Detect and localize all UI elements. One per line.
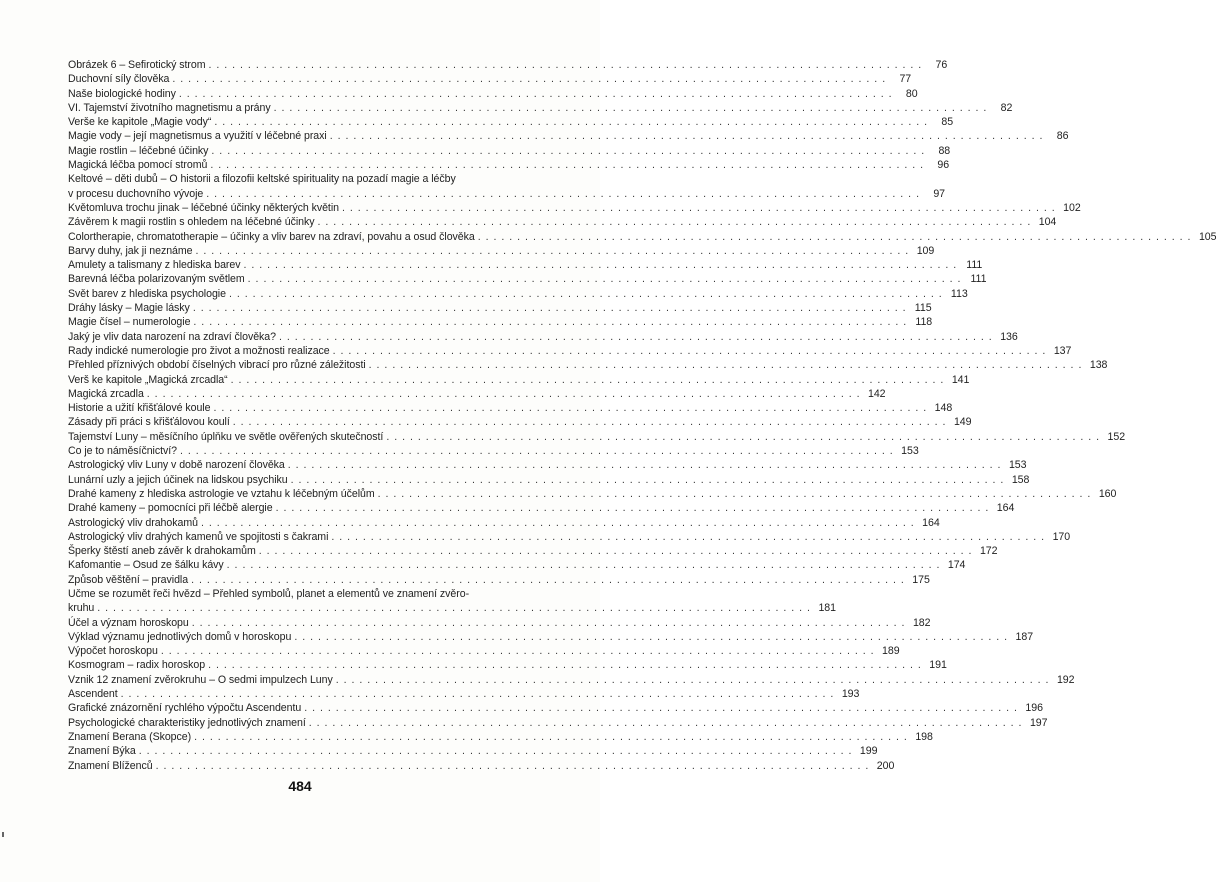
toc-entry-page: 181: [818, 602, 836, 615]
dot-leader: [94, 601, 810, 615]
toc-entry-title: Co je to náměsíčnictví?: [68, 445, 177, 458]
toc-entry: [68, 72, 912, 86]
toc-entry-title: Výpočet horoskopu: [68, 645, 158, 658]
toc-entry-title: Obrázek 6 – Sefirotický strom: [68, 59, 206, 71]
dot-leader: [241, 258, 957, 272]
toc-entry-page: 76: [935, 59, 948, 71]
toc-entry: [68, 373, 970, 387]
toc-entry-title: Magie vody – její magnetismus a využití v léčebné praxi: [68, 130, 327, 143]
toc-entry: [68, 244, 935, 258]
toc-entry-page: 199: [859, 745, 878, 758]
dot-leader: [301, 701, 1017, 715]
dot-leader: [224, 558, 940, 572]
toc-entry-page: 182: [912, 616, 931, 629]
toc-entry-page: 137: [1053, 344, 1072, 357]
toc-entry-title: Znamení Býka: [68, 745, 136, 758]
dot-leader: [226, 287, 942, 301]
toc-entry: [68, 358, 1108, 372]
toc-entry-title: Drahé kameny z hlediska astrologie ve vztahu k léčebným účelům: [68, 487, 375, 500]
toc-entry-title: Astrologický vliv Luny v době narození člověka: [68, 459, 285, 472]
dot-leader: [339, 201, 1055, 215]
toc-entry: [68, 587, 836, 616]
toc-entry-page: 105: [1198, 230, 1216, 243]
toc-entry-title: Učme se rozumět řeči hvězd – Přehled symbolů, planet a elementů ve znamení zvěro-: [68, 587, 470, 600]
toc-entry: [68, 415, 972, 429]
toc-entry-title: Znamení Berana (Skopce): [68, 730, 192, 743]
toc-entry: [68, 730, 933, 744]
toc-entry-page: 200: [876, 759, 895, 772]
toc-entry-page: 142: [868, 387, 886, 400]
toc-entry: [68, 430, 1126, 444]
toc-entry-title: Grafické znázornění rychlého výpočtu Ascendentu: [68, 702, 302, 715]
toc-entry-title-continued: v procesu duchovního vývoje: [68, 187, 204, 200]
toc-entry-title: Výklad významu jednotlivých domů v horoskopu: [68, 630, 292, 643]
dot-leader: [228, 373, 944, 387]
dot-leader: [190, 315, 906, 329]
toc-entry-title: Kosmogram – radix horoskop: [68, 659, 206, 672]
toc-entry-title: Psychologické charakteristiky jednotlivých znamení: [68, 716, 306, 729]
toc-entry-page: 80: [905, 87, 918, 100]
toc-entry: [68, 444, 919, 458]
dot-leader: [256, 544, 972, 558]
dot-leader: [208, 144, 924, 158]
toc-entry-title: Barvy duhy, jak ji neznáme: [68, 244, 193, 257]
toc-entry-page: 152: [1107, 430, 1126, 443]
dot-leader: [210, 401, 926, 415]
toc-entry-title: Astrologický vliv drahých kamenů ve spojitosti s čakrami: [68, 530, 329, 543]
toc-entry-page: 149: [953, 416, 972, 429]
toc-entry: [68, 144, 951, 158]
toc-entry: [68, 759, 895, 773]
toc-entry-page: 148: [934, 402, 953, 415]
toc-entry: [68, 315, 933, 329]
toc-entry-title: Přehled příznivých období číselných vibrací pro různé záležitosti: [68, 359, 366, 372]
toc-entry-title-continued: kruhu: [68, 602, 95, 615]
toc-entry-page: 77: [899, 73, 912, 86]
toc-entry-page: 158: [1011, 473, 1030, 486]
toc-entry-page: 113: [950, 287, 968, 300]
toc-entry-page: 102: [1063, 201, 1081, 214]
dot-leader: [306, 716, 1022, 730]
dot-leader: [271, 101, 987, 115]
toc-entry-title: Verše ke kapitole „Magie vody“: [68, 116, 212, 129]
toc-entry-title: Způsob věštění – pravidla: [68, 573, 189, 586]
dot-leader: [285, 458, 1001, 472]
toc-entry-title: Drahé kameny – pomocníci při léčbě alergie: [68, 502, 273, 515]
toc-entry-page: 198: [915, 730, 933, 743]
toc-entry-page: 96: [937, 159, 950, 172]
toc-entry: [68, 330, 1018, 344]
toc-entry-page: 85: [941, 116, 954, 129]
toc-entry: [68, 172, 946, 201]
toc-entry-page: 175: [912, 573, 930, 586]
toc-entry-title: Tajemství Luny – měsíčního úplňku ve světle ověřených skutečností: [68, 430, 384, 443]
toc-entry-page: 196: [1025, 702, 1043, 715]
toc-entry-title: Barevná léčba polarizovaným světlem: [68, 273, 245, 286]
dot-leader: [330, 344, 1046, 358]
toc-entry-title: Magie čísel – numerologie: [68, 316, 191, 329]
dot-leader: [158, 644, 874, 658]
toc-entry-page: 189: [882, 645, 900, 658]
toc-entry-page: 187: [1015, 630, 1034, 643]
toc-entry-title: Magie rostlin – léčebné účinky: [68, 144, 209, 157]
dot-leader: [288, 473, 1004, 487]
toc-entry-page: 170: [1052, 530, 1071, 543]
toc-entry-title: Magická léčba pomocí stromů: [68, 159, 208, 172]
toc-entry: [68, 129, 1069, 143]
toc-entry: [68, 487, 1117, 501]
toc-entry-page: 115: [914, 302, 932, 315]
dot-leader: [193, 244, 909, 258]
toc-entry-title: Duchovní síly člověka: [68, 73, 170, 86]
toc-entry-page: 109: [916, 244, 935, 257]
toc-entry-page: 172: [979, 545, 998, 558]
toc-entry-page: 164: [996, 502, 1015, 515]
toc-entry-page: 141: [951, 373, 970, 386]
dot-leader: [315, 215, 1031, 229]
toc-entry: [68, 630, 1034, 644]
toc-entry-title: Historie a užití křišťálové koule: [68, 402, 211, 415]
toc-entry-page: 160: [1098, 487, 1117, 500]
toc-entry: [68, 516, 940, 530]
toc-entry: [68, 744, 878, 758]
toc-entry: [68, 301, 932, 315]
toc-entry: [68, 616, 931, 630]
toc-entry-title: Dráhy lásky – Magie lásky: [68, 302, 190, 315]
dot-leader: [189, 616, 905, 630]
toc-entry: [68, 58, 948, 72]
dot-leader: [291, 630, 1007, 644]
toc-entry-page: 191: [929, 659, 947, 672]
toc-entry-title: Verš ke kapitole „Magická zrcadla“: [68, 373, 228, 386]
dot-leader: [144, 387, 860, 401]
dot-leader: [366, 358, 1082, 372]
toc-entry-title: Účel a význam horoskopu: [68, 616, 189, 629]
toc-entry-page: 118: [915, 316, 933, 329]
toc-entry: [68, 530, 1071, 544]
toc-entry: [68, 658, 947, 672]
toc-entry-page: 111: [966, 259, 983, 272]
dot-leader: [206, 58, 922, 72]
toc-entry: [68, 201, 1081, 215]
toc-entry-title: Zásady při práci s křišťálovou koulí: [68, 416, 230, 429]
dot-leader: [328, 530, 1044, 544]
toc-entry-page: 104: [1038, 216, 1057, 229]
dot-leader: [118, 687, 834, 701]
toc-entry: [68, 115, 954, 129]
toc-entry: [68, 101, 1013, 115]
toc-entry-page: 88: [938, 144, 951, 157]
toc-entry: [68, 473, 1030, 487]
toc-entry-title: Květomluva trochu jinak – léčebné účinky některých květin: [68, 201, 339, 214]
toc-entry: [68, 387, 886, 401]
table-of-contents: [68, 58, 1216, 773]
page-number: 484: [288, 778, 312, 794]
toc-entry: [68, 558, 966, 572]
toc-entry-page: 138: [1089, 359, 1108, 372]
dot-leader: [245, 272, 961, 286]
toc-entry: [68, 215, 1057, 229]
toc-entry-page: 192: [1056, 673, 1075, 686]
toc-entry: [68, 716, 1048, 730]
dot-leader: [188, 573, 904, 587]
toc-entry: [68, 701, 1043, 715]
toc-entry-title: Lunární uzly a jejich účinek na lidskou psychiku: [68, 473, 288, 486]
toc-entry: [68, 458, 1027, 472]
toc-entry-page: 111: [970, 273, 987, 286]
toc-entry-title: Vznik 12 znamení zvěrokruhu – O sedmi impulzech Luny: [68, 673, 333, 686]
toc-entry-page: 153: [1008, 459, 1027, 472]
dot-leader: [273, 501, 989, 515]
toc-entry: [68, 287, 968, 301]
toc-entry-page: 86: [1056, 130, 1069, 143]
toc-entry-title: Závěrem k magii rostlin s ohledem na léčebné účinky: [68, 216, 315, 229]
dot-leader: [205, 658, 921, 672]
dot-leader: [198, 516, 914, 530]
toc-entry: [68, 501, 1015, 515]
toc-entry: [68, 272, 987, 286]
dot-leader: [190, 301, 906, 315]
toc-entry: [68, 644, 900, 658]
toc-entry: [68, 687, 860, 701]
toc-entry: [68, 344, 1072, 358]
toc-entry-page: 164: [922, 516, 940, 529]
dot-leader: [176, 87, 892, 101]
dot-leader: [207, 158, 923, 172]
dot-leader: [475, 230, 1191, 244]
toc-entry-title: Colortherapie, chromatotherapie – účinky a vliv barev na zdraví, povahu a osud člověka: [68, 230, 475, 243]
toc-entry-title: Astrologický vliv drahokamů: [68, 516, 198, 529]
dot-leader: [333, 673, 1049, 687]
toc-entry-page: 197: [1029, 716, 1048, 729]
toc-entry: [68, 258, 983, 272]
toc-entry-page: 193: [841, 688, 860, 701]
dot-leader: [191, 730, 907, 744]
toc-entry-title: Naše biologické hodiny: [68, 87, 176, 100]
toc-entry-title: Kafomantie – Osud ze šálku kávy: [68, 559, 224, 572]
toc-entry: [68, 673, 1075, 687]
dot-leader: [203, 187, 919, 201]
dot-leader: [136, 744, 852, 758]
toc-entry: [68, 230, 1216, 244]
toc-entry: [68, 573, 930, 587]
toc-entry: [68, 87, 918, 101]
toc-entry-title: Rady indické numerologie pro život a možnosti realizace: [68, 344, 330, 357]
toc-entry-page: 82: [1000, 101, 1013, 114]
dot-leader: [276, 330, 992, 344]
dot-leader: [169, 72, 885, 86]
toc-entry-title: Svět barev z hlediska psychologie: [68, 287, 226, 300]
toc-entry-title: Amulety a talismany z hlediska barev: [68, 259, 241, 272]
dot-leader: [153, 759, 869, 773]
toc-entry-title: VI. Tajemství životního magnetismu a prány: [68, 101, 271, 114]
toc-entry: [68, 401, 953, 415]
dot-leader: [383, 430, 1099, 444]
dot-leader: [211, 115, 927, 129]
toc-entry-title: Znamení Blíženců: [68, 759, 153, 772]
dot-leader: [230, 415, 946, 429]
toc-entry-title: Magická zrcadla: [68, 387, 144, 400]
toc-entry: [68, 544, 998, 558]
toc-entry-page: 97: [933, 187, 946, 200]
scan-edge-mark: [2, 832, 4, 837]
toc-entry-page: 153: [901, 445, 919, 458]
dot-leader: [177, 444, 893, 458]
toc-entry-title: Ascendent: [68, 688, 118, 701]
toc-entry-title: Šperky štěstí aneb závěr k drahokamům: [68, 545, 256, 558]
toc-entry-page: 136: [1000, 330, 1018, 343]
toc-entry: [68, 158, 950, 172]
toc-entry-title: Jaký je vliv data narození na zdraví člověka?: [68, 330, 276, 343]
dot-leader: [375, 487, 1091, 501]
toc-entry-page: 174: [947, 559, 966, 572]
dot-leader: [327, 129, 1043, 143]
toc-entry-title: Keltové – děti dubů – O historii a filozofii keltské spirituality na pozadí magie a léčby: [68, 173, 456, 186]
